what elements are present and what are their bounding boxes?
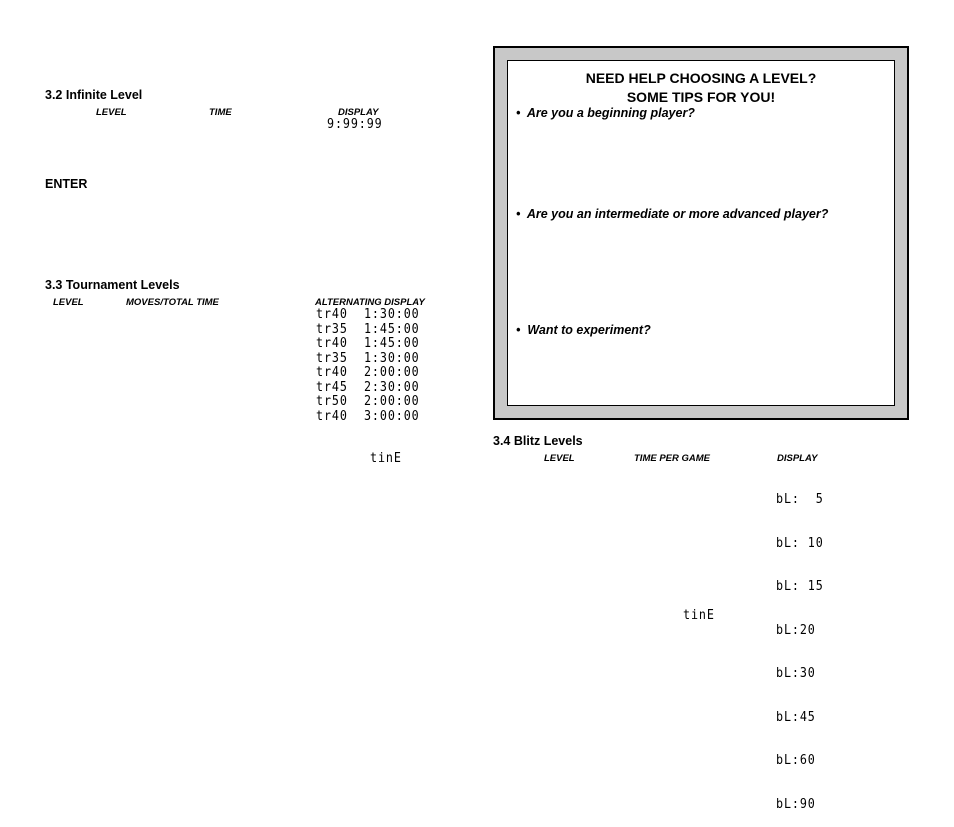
blitz-col-time: TIME PER GAME (634, 453, 711, 464)
tip-text: Are you an intermediate or more advanced player? (526, 207, 829, 221)
tips-box-inner (507, 60, 895, 406)
tips-title-line2: SOME TIPS FOR YOU! (626, 89, 776, 105)
blitz-level-display: bL:30 (776, 666, 816, 681)
tournament-level-code: tr45 (316, 379, 348, 395)
blitz-level-display: bL:60 (776, 753, 816, 768)
tournament-row (316, 366, 420, 381)
tip-text: Want to experiment? (527, 323, 651, 337)
blitz-level-display: bL:20 (776, 622, 816, 638)
blitz-display-list (776, 464, 824, 827)
tournament-col-moves: MOVES/TOTAL TIME (126, 297, 219, 308)
infinite-display-value: 9:99:99 (327, 117, 383, 132)
tournament-row (316, 381, 420, 396)
blitz-level-display: bL: 5 (776, 492, 824, 507)
tournament-level-time: 1:30:00 (363, 350, 420, 366)
blitz-time-display: tinE (683, 608, 715, 623)
tournament-level-code: tr40 (316, 336, 348, 351)
tournament-level-time: 2:00:00 (363, 365, 420, 380)
tip-bullet: • Are you a beginning player? (516, 106, 695, 120)
blitz-level-display: bL: 10 (776, 535, 824, 551)
enter-label: ENTER (45, 177, 88, 191)
tournament-row (316, 308, 420, 323)
tournament-level-code: tr35 (316, 350, 348, 366)
infinite-col-display: DISPLAY (338, 107, 379, 118)
tournament-level-code: tr50 (316, 394, 348, 409)
blitz-level-display: bL:90 (776, 796, 816, 812)
tournament-row (316, 323, 420, 338)
infinite-col-time: TIME (209, 107, 232, 118)
tournament-level-time: 2:00:00 (363, 394, 420, 409)
tournament-row (316, 395, 420, 410)
tournament-col-display: ALTERNATING DISPLAY (315, 297, 425, 308)
tournament-level-code: tr40 (316, 365, 348, 380)
tournament-level-time: 1:45:00 (363, 321, 420, 337)
blitz-col-level: LEVEL (544, 453, 575, 464)
infinite-col-level: LEVEL (96, 107, 127, 118)
tournament-col-level: LEVEL (53, 297, 84, 308)
blitz-level-display: bL:45 (776, 709, 816, 725)
blitz-level-display: bL: 15 (776, 579, 824, 594)
blitz-heading: 3.4 Blitz Levels (493, 434, 583, 448)
tournament-level-code: tr40 (316, 408, 348, 424)
tournament-heading: 3.3 Tournament Levels (45, 278, 180, 292)
tournament-row (316, 337, 420, 352)
tournament-level-time: 1:30:00 (363, 307, 420, 322)
tips-title-line1: NEED HELP CHOOSING A LEVEL? (585, 70, 817, 86)
tournament-level-time: 1:45:00 (363, 336, 420, 351)
tip-bullet: • Want to experiment? (516, 323, 651, 337)
tournament-time-display: tinE (370, 451, 402, 466)
tournament-level-time: 3:00:00 (363, 408, 420, 424)
infinite-heading: 3.2 Infinite Level (45, 88, 143, 102)
tournament-row (316, 410, 420, 425)
tournament-display-list (316, 308, 420, 424)
tournament-level-time: 2:30:00 (363, 379, 420, 395)
tip-text: Are you a beginning player? (526, 106, 695, 120)
tournament-level-code: tr40 (316, 307, 348, 322)
tip-bullet: • Are you an intermediate or more advanced player? (516, 207, 829, 221)
tournament-level-code: tr35 (316, 321, 348, 337)
blitz-col-display: DISPLAY (777, 453, 818, 464)
tips-box (493, 46, 909, 420)
tournament-row (316, 352, 420, 367)
